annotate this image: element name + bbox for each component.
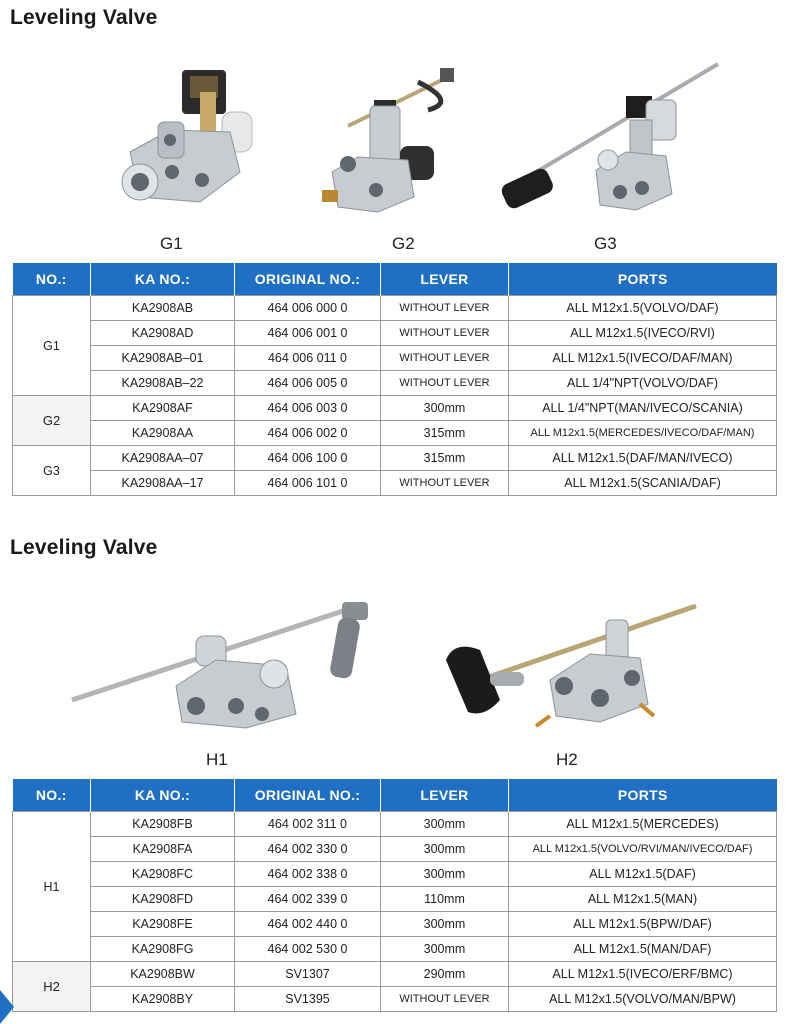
- header-lever: LEVER: [381, 263, 509, 296]
- original-no-cell: 464 002 530 0: [235, 937, 381, 962]
- ka-no-cell: KA2908AB–01: [91, 346, 235, 371]
- ports-cell: ALL M12x1.5(VOLVO/DAF): [509, 296, 777, 321]
- table-header-row: [13, 779, 777, 812]
- original-no-cell: 464 006 002 0: [235, 421, 381, 446]
- table-row: [13, 912, 777, 937]
- original-no-cell: 464 002 330 0: [235, 837, 381, 862]
- table-row: [13, 837, 777, 862]
- ports-cell: ALL M12x1.5(IVECO/RVI): [509, 321, 777, 346]
- table-row: [13, 862, 777, 887]
- lever-cell: 315mm: [381, 446, 509, 471]
- original-no-cell: 464 006 000 0: [235, 296, 381, 321]
- ka-no-cell: KA2908AA–17: [91, 471, 235, 496]
- table-row: [13, 421, 777, 446]
- original-no-cell: 464 002 339 0: [235, 887, 381, 912]
- table-header-row: [13, 263, 777, 296]
- ports-cell: ALL M12x1.5(MAN): [509, 887, 777, 912]
- table-row: [13, 937, 777, 962]
- original-no-cell: 464 006 003 0: [235, 396, 381, 421]
- group-cell-g1: G1: [13, 296, 91, 396]
- table-row: [13, 446, 777, 471]
- table-row: [13, 812, 777, 837]
- lever-cell: WITHOUT LEVER: [381, 346, 509, 371]
- corner-accent-shape: [0, 990, 14, 1024]
- lever-cell: 300mm: [381, 396, 509, 421]
- original-no-cell: 464 006 101 0: [235, 471, 381, 496]
- ports-cell: ALL M12x1.5(VOLVO/RVI/MAN/IVECO/DAF): [509, 837, 777, 862]
- product-image-h1: [66, 596, 376, 736]
- ports-cell: ALL 1/4"NPT(MAN/IVECO/SCANIA): [509, 396, 777, 421]
- ka-no-cell: KA2908AA–07: [91, 446, 235, 471]
- ka-no-cell: KA2908AB–22: [91, 371, 235, 396]
- original-no-cell: 464 002 440 0: [235, 912, 381, 937]
- product-image-g3: [496, 60, 724, 220]
- lever-cell: WITHOUT LEVER: [381, 471, 509, 496]
- header-ports: PORTS: [509, 263, 777, 296]
- header-ports: PORTS: [509, 779, 777, 812]
- product-label-g1: G1: [160, 234, 183, 253]
- header-original-no: ORIGINAL NO.:: [235, 779, 381, 812]
- header-lever: LEVER: [381, 779, 509, 812]
- product-label-h1: H1: [206, 750, 228, 769]
- product-image-g2: [318, 62, 468, 222]
- original-no-cell: SV1307: [235, 962, 381, 987]
- ka-no-cell: KA2908AF: [91, 396, 235, 421]
- section-title-2: Leveling Valve: [10, 536, 158, 559]
- lever-cell: 300mm: [381, 812, 509, 837]
- ka-no-cell: KA2908FG: [91, 937, 235, 962]
- table-row: [13, 987, 777, 1012]
- table-row: [13, 962, 777, 987]
- ports-cell: ALL M12x1.5(MERCEDES): [509, 812, 777, 837]
- ka-no-cell: KA2908AD: [91, 321, 235, 346]
- header-no: NO.:: [13, 779, 91, 812]
- ports-cell: ALL M12x1.5(VOLVO/MAN/BPW): [509, 987, 777, 1012]
- original-no-cell: 464 002 311 0: [235, 812, 381, 837]
- original-no-cell: 464 006 011 0: [235, 346, 381, 371]
- spec-table-2: [12, 779, 777, 1012]
- product-label-g2: G2: [392, 234, 415, 253]
- ports-cell: ALL M12x1.5(MAN/DAF): [509, 937, 777, 962]
- header-original-no: ORIGINAL NO.:: [235, 263, 381, 296]
- ports-cell: ALL M12x1.5(BPW/DAF): [509, 912, 777, 937]
- lever-cell: WITHOUT LEVER: [381, 296, 509, 321]
- original-no-cell: 464 006 001 0: [235, 321, 381, 346]
- lever-cell: 315mm: [381, 421, 509, 446]
- ports-cell: ALL M12x1.5(DAF/MAN/IVECO): [509, 446, 777, 471]
- group-cell-h1: H1: [13, 812, 91, 962]
- ports-cell: ALL M12x1.5(IVECO/ERF/BMC): [509, 962, 777, 987]
- product-label-g3: G3: [594, 234, 617, 253]
- header-ka-no: KA NO.:: [91, 263, 235, 296]
- group-cell-g2: G2: [13, 396, 91, 446]
- table-row: [13, 321, 777, 346]
- ka-no-cell: KA2908AA: [91, 421, 235, 446]
- lever-cell: WITHOUT LEVER: [381, 987, 509, 1012]
- lever-cell: 300mm: [381, 937, 509, 962]
- ka-no-cell: KA2908AB: [91, 296, 235, 321]
- original-no-cell: 464 006 100 0: [235, 446, 381, 471]
- lever-cell: 300mm: [381, 837, 509, 862]
- table-row: [13, 371, 777, 396]
- ka-no-cell: KA2908BY: [91, 987, 235, 1012]
- lever-cell: 300mm: [381, 862, 509, 887]
- lever-cell: 290mm: [381, 962, 509, 987]
- group-cell-g3: G3: [13, 446, 91, 496]
- ka-no-cell: KA2908FC: [91, 862, 235, 887]
- product-image-h2: [440, 600, 702, 730]
- table-row: [13, 887, 777, 912]
- original-no-cell: 464 002 338 0: [235, 862, 381, 887]
- ports-cell: ALL 1/4"NPT(VOLVO/DAF): [509, 371, 777, 396]
- ka-no-cell: KA2908FA: [91, 837, 235, 862]
- product-image-g1: [110, 62, 270, 222]
- table-row: [13, 296, 777, 321]
- ports-cell: ALL M12x1.5(SCANIA/DAF): [509, 471, 777, 496]
- ports-cell: ALL M12x1.5(MERCEDES/IVECO/DAF/MAN): [509, 421, 777, 446]
- table-row: [13, 471, 777, 496]
- lever-cell: WITHOUT LEVER: [381, 321, 509, 346]
- product-label-h2: H2: [556, 750, 578, 769]
- ka-no-cell: KA2908FD: [91, 887, 235, 912]
- lever-cell: 300mm: [381, 912, 509, 937]
- header-ka-no: KA NO.:: [91, 779, 235, 812]
- group-cell-h2: H2: [13, 962, 91, 1012]
- spec-table-1: [12, 263, 777, 496]
- ka-no-cell: KA2908FE: [91, 912, 235, 937]
- original-no-cell: SV1395: [235, 987, 381, 1012]
- ports-cell: ALL M12x1.5(DAF): [509, 862, 777, 887]
- ka-no-cell: KA2908BW: [91, 962, 235, 987]
- table-row: [13, 346, 777, 371]
- section-title-1: Leveling Valve: [10, 6, 158, 29]
- original-no-cell: 464 006 005 0: [235, 371, 381, 396]
- ka-no-cell: KA2908FB: [91, 812, 235, 837]
- header-no: NO.:: [13, 263, 91, 296]
- ports-cell: ALL M12x1.5(IVECO/DAF/MAN): [509, 346, 777, 371]
- lever-cell: 110mm: [381, 887, 509, 912]
- lever-cell: WITHOUT LEVER: [381, 371, 509, 396]
- table-row: [13, 396, 777, 421]
